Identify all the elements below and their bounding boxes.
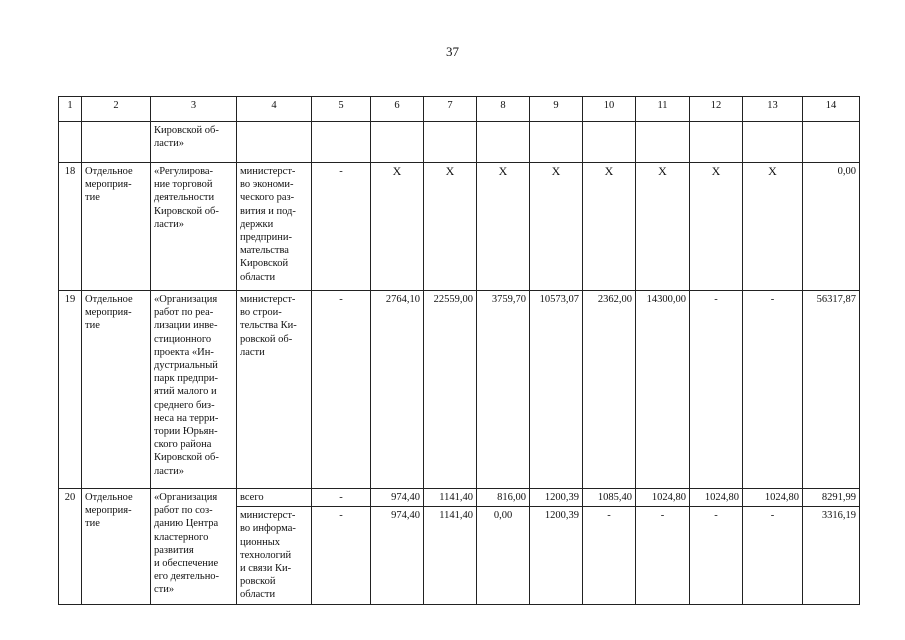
value-cell-8: Х <box>477 163 530 291</box>
value-cell-7: Х <box>424 163 477 291</box>
value-cell-14: 3316,19 <box>803 507 860 604</box>
value-cell-9: 10573,07 <box>530 291 583 489</box>
value-cell-11: - <box>636 507 690 604</box>
value-cell-10: 1085,40 <box>583 489 636 507</box>
value-cell-13: - <box>743 507 803 604</box>
value-cell-10: Х <box>583 163 636 291</box>
column-header: 2 <box>82 97 151 122</box>
value-cell-13: 1024,80 <box>743 489 803 507</box>
column-header: 7 <box>424 97 477 122</box>
column-header: 13 <box>743 97 803 122</box>
value-cell-5: - <box>312 291 371 489</box>
column-header: 9 <box>530 97 583 122</box>
value-cell-7: 1141,40 <box>424 489 477 507</box>
measure-name-cell: Кировской об- ласти» <box>151 122 237 163</box>
measure-type-cell: Отдельное мероприя- тие <box>82 291 151 489</box>
column-header: 10 <box>583 97 636 122</box>
column-header: 1 <box>59 97 82 122</box>
value-cell-13: - <box>743 291 803 489</box>
row-number-cell: 19 <box>59 291 82 489</box>
row-number-cell: 20 <box>59 489 82 605</box>
value-cell-11: Х <box>636 163 690 291</box>
value-cell-14: 8291,99 <box>803 489 860 507</box>
value-cell-9: 1200,39 <box>530 489 583 507</box>
table-row-18 <box>59 163 860 291</box>
measure-type-cell: Отдельное мероприя- тие <box>82 489 151 605</box>
executor-cell: министерст- во строи- тельства Ки- ровской об- ласти <box>237 291 312 489</box>
value-cell-13: Х <box>743 163 803 291</box>
page-number: 37 <box>446 44 459 59</box>
value-cell-9: Х <box>530 163 583 291</box>
value-cell-10: - <box>583 507 636 604</box>
value-cell-12: 1024,80 <box>690 489 743 507</box>
table-row-20-total <box>59 489 860 507</box>
column-header: 5 <box>312 97 371 122</box>
value-cell-5: - <box>312 507 371 604</box>
value-cell-12: - <box>690 291 743 489</box>
value-cell-7: 22559,00 <box>424 291 477 489</box>
executor-cell: министерст- во информа- ционных технологий и связи Ки- ровской области <box>237 507 312 604</box>
value-cell-5: - <box>312 163 371 291</box>
value-cell-12: - <box>690 507 743 604</box>
row-number-cell: 18 <box>59 163 82 291</box>
column-header: 14 <box>803 97 860 122</box>
value-cell-6: 974,40 <box>371 489 424 507</box>
executor-cell: всего <box>237 489 312 507</box>
value-cell-7: 1141,40 <box>424 507 477 604</box>
column-header: 3 <box>151 97 237 122</box>
value-cell-8: 3759,70 <box>477 291 530 489</box>
value-cell-6: Х <box>371 163 424 291</box>
column-header: 12 <box>690 97 743 122</box>
measure-name-cell: «Организация работ по соз- данию Центра кластерного развития и обеспечение его деятельно- сти» <box>151 489 237 605</box>
column-number-row <box>59 97 860 122</box>
value-cell-10: 2362,00 <box>583 291 636 489</box>
column-header: 6 <box>371 97 424 122</box>
value-cell-6: 2764,10 <box>371 291 424 489</box>
column-header: 11 <box>636 97 690 122</box>
measure-name-cell: «Организация работ по реа- лизации инве- стиционного проекта «Ин- дустриальный парк предпри- ятий малого и среднего биз- неса на терри- тории Юрьян- ского района Кировской об- ласти» <box>151 291 237 489</box>
value-cell-11: 14300,00 <box>636 291 690 489</box>
column-header: 4 <box>237 97 312 122</box>
value-cell-8: 0,00 <box>477 507 530 604</box>
value-cell-11: 1024,80 <box>636 489 690 507</box>
table-row-continuation <box>59 122 860 163</box>
table-row-19 <box>59 291 860 489</box>
value-cell-5: - <box>312 489 371 507</box>
value-cell-14: 0,00 <box>803 163 860 291</box>
value-cell-8: 816,00 <box>477 489 530 507</box>
value-cell-6: 974,40 <box>371 507 424 604</box>
executor-cell: министерст- во экономи- ческого раз- вития и под- держки предприни- мательства Кировской области <box>237 163 312 291</box>
value-cell-14: 56317,87 <box>803 291 860 489</box>
measure-type-cell: Отдельное мероприя- тие <box>82 163 151 291</box>
value-cell-9: 1200,39 <box>530 507 583 604</box>
value-cell-12: Х <box>690 163 743 291</box>
column-header: 8 <box>477 97 530 122</box>
program-table <box>58 96 860 605</box>
measure-name-cell: «Регулирова- ние торговой деятельности Кировской об- ласти» <box>151 163 237 291</box>
